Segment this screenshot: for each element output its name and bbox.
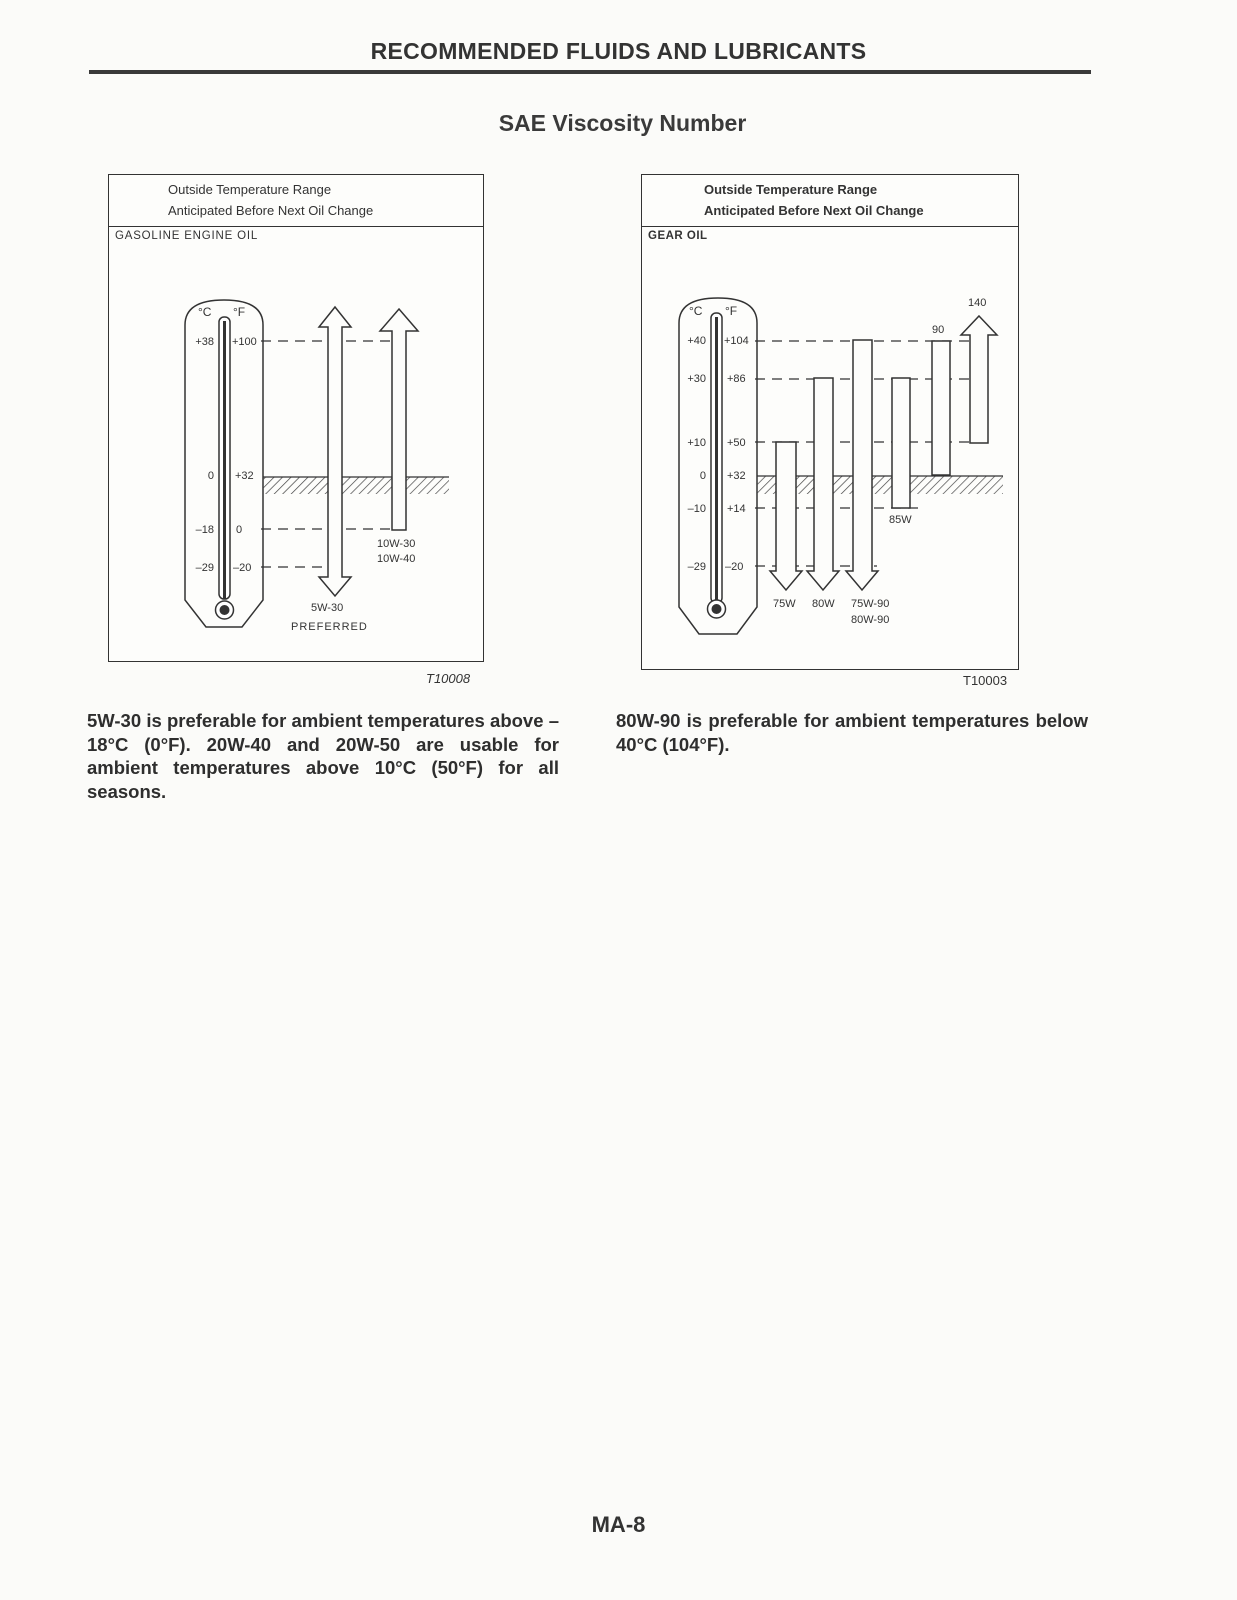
scale-c-1: +40 bbox=[687, 335, 706, 347]
scale-f-6: –20 bbox=[725, 561, 744, 573]
oil-label-75w: 75W bbox=[773, 598, 796, 610]
scale-c-3: –18 bbox=[195, 524, 214, 536]
scale-c-5: –10 bbox=[687, 503, 706, 515]
engine-chart-diagram bbox=[109, 175, 485, 663]
engine-chart-label: GASOLINE ENGINE OIL bbox=[115, 230, 259, 242]
oil-label-80w-90: 80W-90 bbox=[851, 614, 890, 626]
scale-c-3: +10 bbox=[687, 437, 706, 449]
gear-header-line-2: Anticipated Before Next Oil Change bbox=[704, 203, 924, 218]
oil-label-140: 140 bbox=[968, 297, 987, 309]
oil-label-75w-90: 75W-90 bbox=[851, 598, 890, 610]
oil-label-10w-30: 10W-30 bbox=[377, 538, 416, 550]
scale-f-2: +32 bbox=[235, 470, 254, 482]
scale-f-1: +100 bbox=[232, 336, 257, 348]
gear-chart-label: GEAR OIL bbox=[648, 230, 708, 242]
section-title: SAE Viscosity Number bbox=[498, 110, 747, 136]
scale-f-1: +104 bbox=[724, 335, 749, 347]
gear-oil-chart bbox=[641, 174, 1019, 670]
arrow-75w-90-80w-90 bbox=[846, 340, 878, 590]
gear-figure-code: T10003 bbox=[963, 673, 1008, 688]
scale-f-4: –20 bbox=[233, 562, 252, 574]
unit-c-label: °C bbox=[689, 304, 703, 318]
scale-c-6: –29 bbox=[687, 561, 706, 573]
bar-85w bbox=[892, 378, 910, 508]
title-rule bbox=[89, 70, 1091, 74]
page-title: RECOMMENDED FLUIDS AND LUBRICANTS bbox=[370, 38, 867, 64]
scale-f-5: +14 bbox=[727, 503, 746, 515]
arrow-75w bbox=[770, 442, 802, 590]
scale-f-2: +86 bbox=[727, 373, 746, 385]
gear-header-line-1: Outside Temperature Range bbox=[704, 182, 878, 197]
oil-label-80w: 80W bbox=[812, 598, 835, 610]
unit-f-label: °F bbox=[725, 304, 738, 318]
scale-c-2: 0 bbox=[207, 470, 214, 482]
scale-c-1: +38 bbox=[195, 336, 214, 348]
scale-c-4: –29 bbox=[195, 562, 214, 574]
oil-label-85w: 85W bbox=[889, 514, 912, 526]
scale-f-3: +50 bbox=[727, 437, 746, 449]
unit-c-label: °C bbox=[198, 305, 212, 319]
gear-chart-diagram bbox=[642, 175, 1020, 671]
thermometer-column bbox=[715, 317, 718, 603]
page-number: MA-8 bbox=[591, 1512, 646, 1537]
unit-f-label: °F bbox=[233, 305, 246, 319]
engine-oil-caption: 5W-30 is preferable for ambient temperatures above –18°C (0°F). 20W-40 and 20W-50 are usable for ambient temperatures above 10°C (50°F) for all seasons. bbox=[87, 710, 559, 802]
scale-f-4: +32 bbox=[727, 470, 746, 482]
freezing-band bbox=[263, 477, 449, 494]
oil-label-10w-40: 10W-40 bbox=[377, 553, 416, 565]
arrow-5w-30 bbox=[319, 307, 351, 596]
engine-oil-chart bbox=[108, 174, 484, 662]
thermometer-column bbox=[223, 321, 226, 599]
engine-header-line-2: Anticipated Before Next Oil Change bbox=[168, 203, 374, 218]
bar-90 bbox=[932, 341, 950, 475]
gear-oil-caption: 80W-90 is preferable for ambient temperatures below 40°C (104°F). bbox=[616, 710, 1088, 755]
oil-note-preferred: PREFERRED bbox=[291, 621, 368, 633]
scale-c-2: +30 bbox=[687, 373, 706, 385]
engine-figure-code: T10008 bbox=[426, 671, 471, 686]
engine-header-line-1: Outside Temperature Range bbox=[168, 182, 332, 197]
scale-f-3: 0 bbox=[236, 524, 243, 536]
scale-c-4: 0 bbox=[699, 470, 706, 482]
oil-label-90: 90 bbox=[932, 324, 945, 336]
oil-label-5w-30: 5W-30 bbox=[311, 602, 344, 614]
arrow-10w-30-40 bbox=[380, 309, 418, 530]
